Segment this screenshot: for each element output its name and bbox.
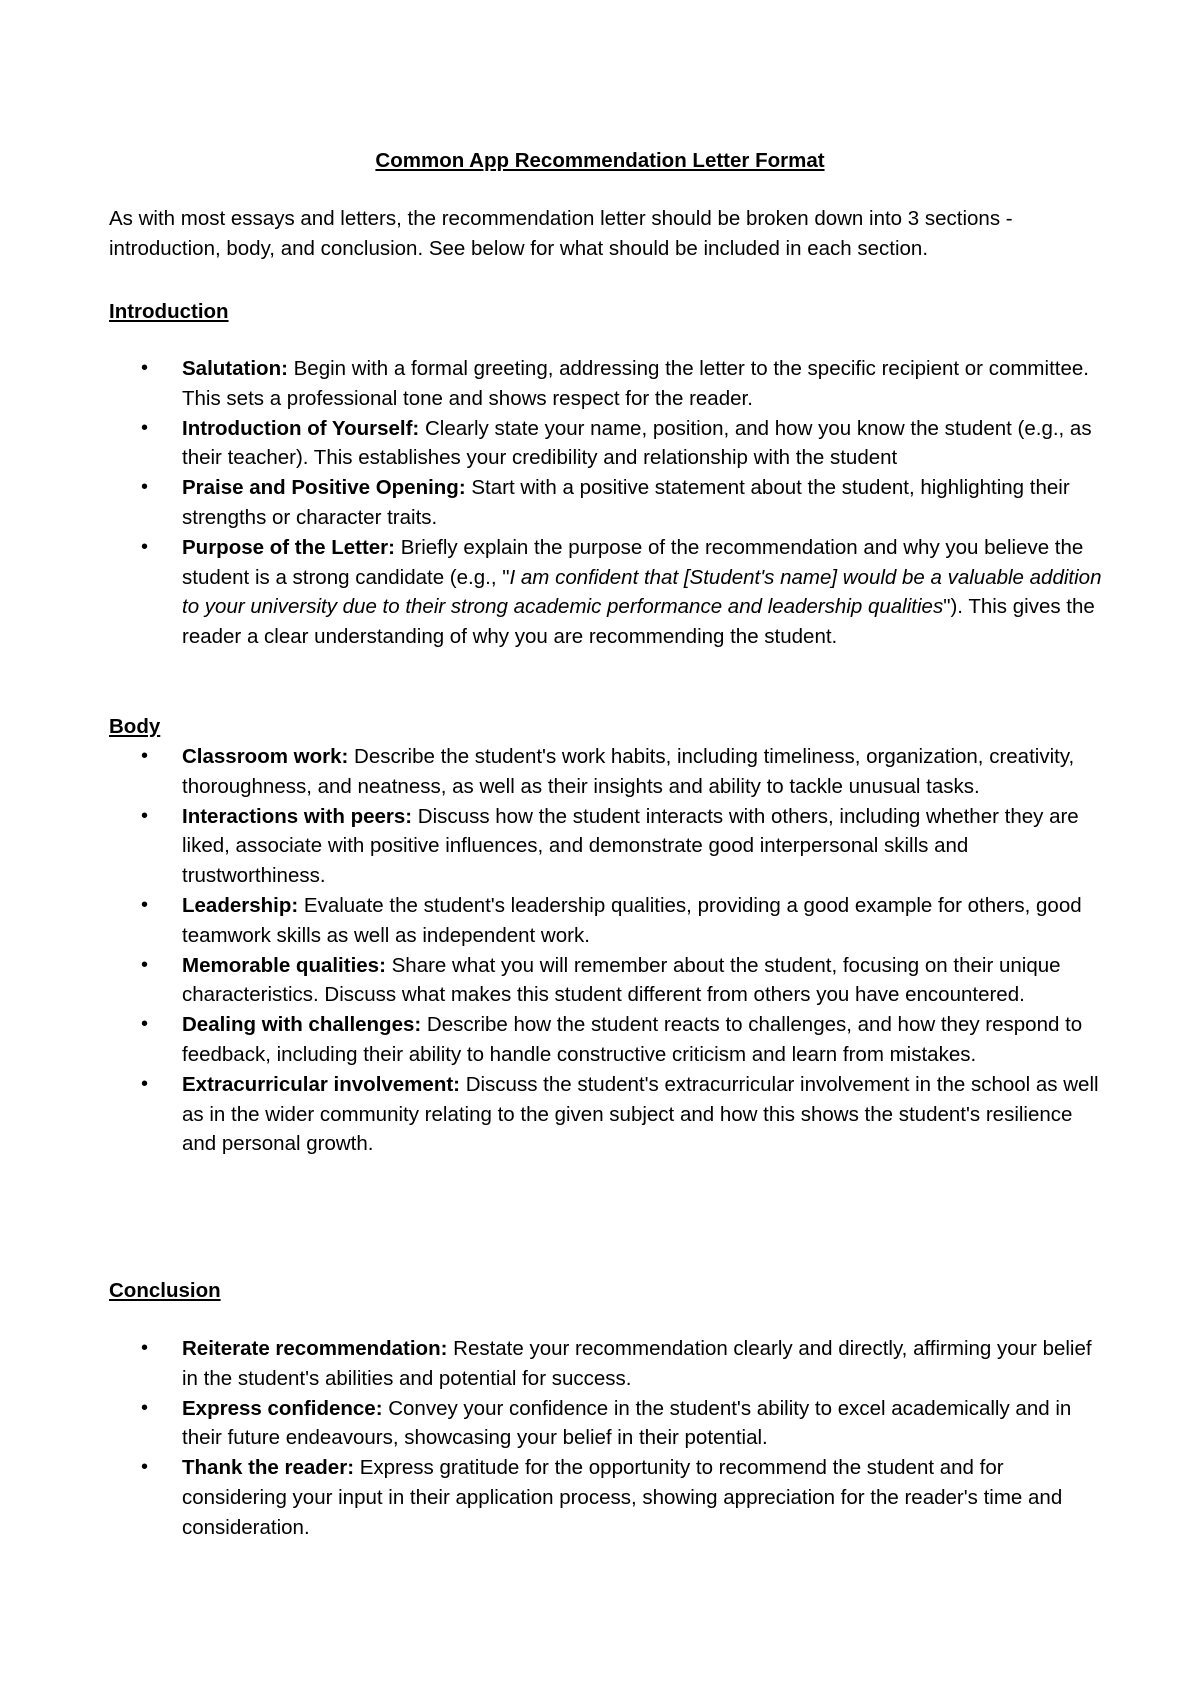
introduction-list [109, 354, 1109, 652]
item-label: Purpose of the Letter: [182, 535, 395, 559]
item-text: Express gratitude for the opportunity to recommend the student and for considering your input in their application process, showing appreciation for the reader's time and consideration. [182, 1456, 1063, 1539]
body-list [109, 742, 1109, 1159]
document-title: Common App Recommendation Letter Format [375, 149, 825, 172]
list-item [109, 1453, 1109, 1542]
item-text: Describe the student's work habits, including timeliness, organization, creativity, thoroughness, and neatness, as well as their insights and ability to tackle unusual tasks. [182, 745, 1075, 798]
list-item [109, 951, 1109, 1011]
intro-paragraph: As with most essays and letters, the recommendation letter should be broken down into 3 sections - introduction, body, and conclusion. See below for what should be included in each section. [109, 207, 1013, 260]
section-heading-introduction: Introduction [109, 300, 229, 323]
conclusion-list [109, 1334, 1109, 1543]
item-label: Classroom work: [182, 745, 349, 768]
item-text: Convey your confidence in the student's ability to excel academically and in their future endeavours, showcasing your belief in their potential. [182, 1396, 1072, 1450]
list-item [109, 414, 1109, 474]
section-heading-conclusion: Conclusion [109, 1279, 221, 1302]
list-item [109, 1394, 1109, 1454]
item-label: Dealing with challenges: [182, 1013, 422, 1037]
item-text: Start with a positive statement about the student, highlighting their strengths or character traits. [182, 476, 1070, 529]
item-text: Clearly state your name, position, and how you know the student (e.g., as their teacher). This establishes your credibility and relationship with the student [182, 416, 1092, 470]
list-item [109, 802, 1109, 891]
list-item [109, 742, 1109, 802]
list-item [109, 533, 1109, 652]
item-text: Discuss how the student interacts with others, including whether they are liked, associate with positive influences, and demonstrate good interpersonal skills and trustworthiness. [182, 804, 1079, 888]
item-label: Praise and Positive Opening: [182, 476, 466, 500]
list-item [109, 1070, 1109, 1159]
list-item [109, 354, 1109, 414]
item-label: Leadership: [182, 893, 299, 917]
list-item [109, 1010, 1109, 1070]
item-text: Restate your recommendation clearly and directly, affirming your belief in the student's abilities and potential for success. [182, 1337, 1092, 1390]
item-label: Extracurricular involvement: [182, 1072, 460, 1096]
item-text: Share what you will remember about the student, focusing on their unique characteristics. Discuss what makes this student different from others you have encountered. [182, 953, 1061, 1007]
item-label: Memorable qualities: [182, 953, 386, 977]
item-text: Begin with a formal greeting, addressing the letter to the specific recipient or committee. This sets a professional tone and shows respect for the reader. [182, 357, 1089, 410]
item-text: Evaluate the student's leadership qualities, providing a good example for others, good teamwork skills as well as independent work. [182, 893, 1082, 947]
item-quote: I am confident that [Student's name] would be a valuable addition to your university due to their strong academic performance and leadership qualities [182, 565, 1102, 619]
item-label: Express confidence: [182, 1396, 383, 1420]
list-item [109, 891, 1109, 951]
item-label: Thank the reader: [182, 1456, 355, 1480]
item-text-after: "). This gives the reader a clear understanding of why you are recommending the student. [182, 595, 1095, 649]
item-label: Reiterate recommendation: [182, 1337, 448, 1360]
item-text: Discuss the student's extracurricular involvement in the school as well as in the wider community relating to the given subject and how this shows the student's resilience and personal growth. [182, 1072, 1099, 1156]
list-item [109, 473, 1109, 533]
item-text: Describe how the student reacts to challenges, and how they respond to feedback, including their ability to handle constructive criticism and learn from mistakes. [182, 1013, 1083, 1066]
item-label: Salutation: [182, 357, 288, 380]
item-label: Introduction of Yourself: [182, 416, 420, 440]
list-item [109, 1334, 1109, 1394]
section-heading-body: Body [109, 715, 161, 738]
item-label: Interactions with peers: [182, 804, 413, 828]
item-text: Briefly explain the purpose of the recommendation and why you believe the student is a strong candidate (e.g., " [182, 535, 1084, 589]
